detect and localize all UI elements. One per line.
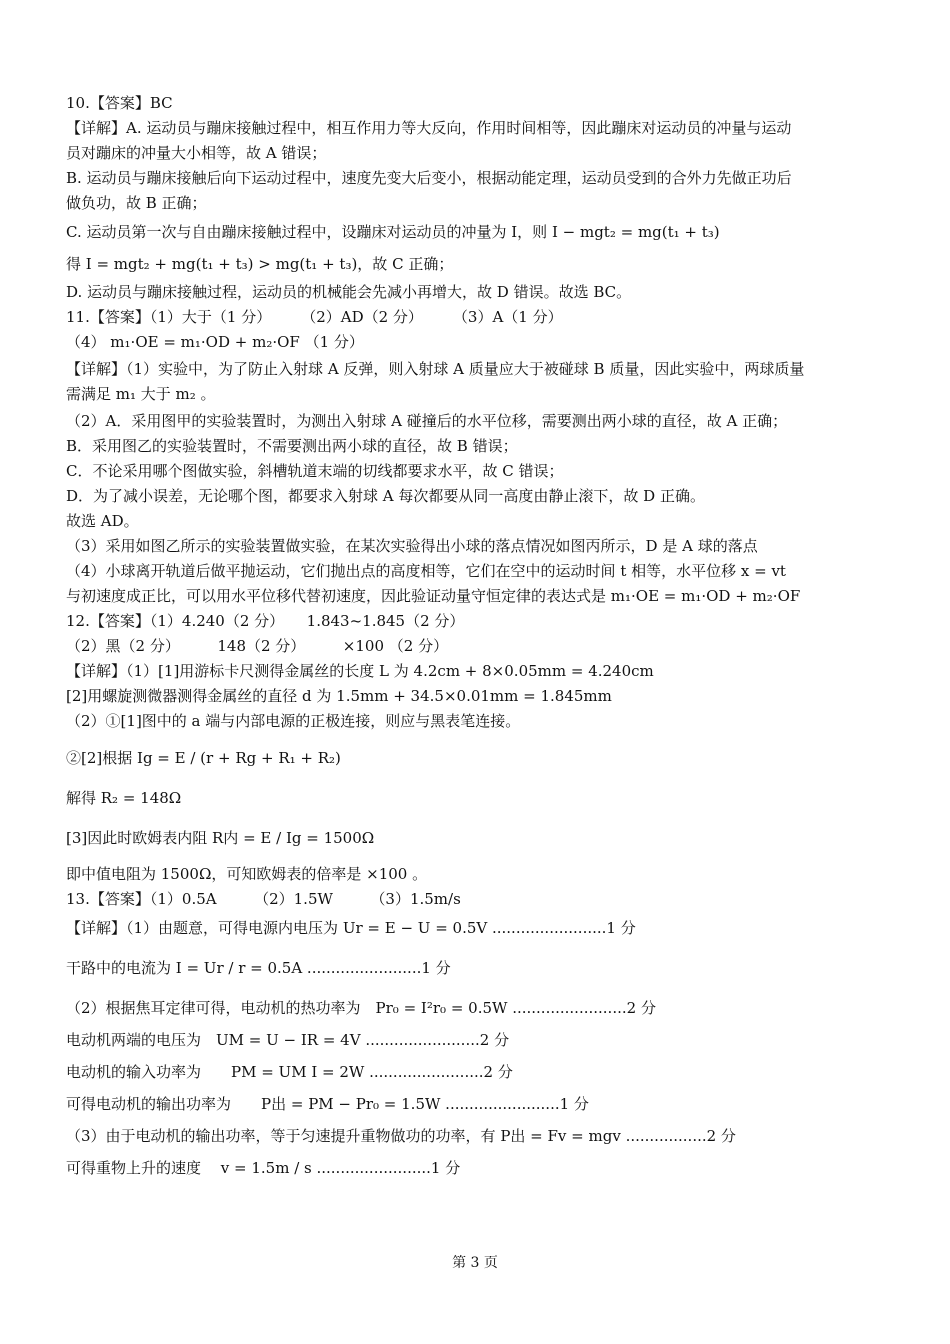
answer-11-part4: （4） m₁·OE = m₁·OD + m₂·OF （1 分） (66, 333, 364, 351)
answer-13-detail-4: 电动机两端的电压为 UM = U − IR = 4V ........................2 分 (66, 1031, 510, 1049)
answer-11-detail-4: B．采用图乙的实验装置时，不需要测出两小球的直径，故 B 错误； (66, 437, 518, 455)
answer-12-detail-4: 即中值电阻为 1500Ω，可知欧姆表的倍率是 ×100 。 (66, 865, 428, 883)
answer-13-detail-6: 可得电动机的输出功率为 P出 = PM − Pr₀ = 1.5W ........................1 分 (66, 1095, 589, 1113)
answer-11-detail-8: （3）采用如图乙所示的实验装置做实验，在某次实验得出小球的落点情况如图丙所示，D 是 A 球的落点 (66, 537, 758, 555)
answer-13-detail-2: 干路中的电流为 I = Ur / r = 0.5A ........................1 分 (66, 959, 451, 977)
answer-13-detail-7: （3）由于电动机的输出功率，等于匀速提升重物做功的功率，有 P出 = Fv = mgv .................2 分 (66, 1127, 736, 1145)
answer-12-part2: （2）黑（2 分） 148（2 分） ×100 （2 分） (66, 637, 449, 655)
answer-11-detail-3: （2）A．采用图甲的实验装置时，为测出入射球 A 碰撞后的水平位移，需要测出两小球的直径，故 A 正确； (66, 412, 788, 430)
answer-10-detail-a-1: 【详解】A. 运动员与蹦床接触过程中，相互作用力等大反向，作用时间相等，因此蹦床对运动员的冲量与运动 (66, 119, 792, 137)
answer-10-detail-b-2: 做负功，故 B 正确； (66, 194, 207, 212)
page-number: 第 3 页 (452, 1255, 498, 1271)
answer-10-detail-c-1: C. 运动员第一次与自由蹦床接触过程中，设蹦床对运动员的冲量为 I，则 I − mgt₂ = mg(t₁ + t₃) (66, 223, 720, 241)
answer-13-detail-5: 电动机的输入功率为 PM = UM I = 2W ........................2 分 (66, 1063, 513, 1081)
answer-13-detail-3: （2）根据焦耳定律可得，电动机的热功率为 Pr₀ = I²r₀ = 0.5W ........................2 分 (66, 999, 656, 1017)
answer-12-result-r2: 解得 R₂ = 148Ω (66, 789, 182, 807)
answer-12-formula-ig: ②[2]根据 Ig = E / (r + Rg + R₁ + R₂) (66, 749, 341, 767)
answer-11-detail-2: 需满足 m₁ 大于 m₂ 。 (66, 385, 216, 403)
document-body (66, 91, 886, 1184)
answer-13-detail-8: 可得重物上升的速度 v = 1.5m / s ........................1 分 (66, 1159, 461, 1177)
answer-11-detail-5: C．不论采用哪个图做实验，斜槽轨道末端的切线都要求水平，故 C 错误； (66, 462, 564, 480)
answer-12-detail-3: （2）①[1]图中的 a 端与内部电源的正极连接，则应与黑表笔连接。 (66, 712, 521, 730)
answer-11-detail-7: 故选 AD。 (66, 512, 139, 530)
answer-10-detail-c-2: 得 I = mgt₂ + mg(t₁ + t₃) > mg(t₁ + t₃)，故 C 正确； (66, 255, 454, 273)
answer-11-detail-9: （4）小球离开轨道后做平抛运动，它们抛出点的高度相等，它们在空中的运动时间 t 相等，水平位移 x = vt (66, 562, 786, 580)
answer-10-detail-d: D. 运动员与蹦床接触过程，运动员的机械能会先减小再增大，故 D 错误。故选 BC。 (66, 283, 632, 301)
answer-13-heading: 13.【答案】（1）0.5A （2）1.5W （3）1.5m/s (66, 890, 461, 908)
answer-12-detail-2: [2]用螺旋测微器测得金属丝的直径 d 为 1.5mm + 34.5×0.01mm = 1.845mm (66, 687, 612, 705)
answer-11-heading: 11.【答案】（1）大于（1 分） （2）AD（2 分） （3）A（1 分） (66, 308, 563, 326)
answer-11-detail-6: D．为了减小误差，无论哪个图，都要求入射球 A 每次都要从同一高度由静止滚下，故 D 正确。 (66, 487, 705, 505)
answer-12-heading: 12.【答案】（1）4.240（2 分） 1.843~1.845（2 分） (66, 612, 465, 630)
answer-11-detail-1: 【详解】（1）实验中，为了防止入射球 A 反弹，则入射球 A 质量应大于被碰球 B 质量，因此实验中，两球质量 (66, 360, 805, 378)
answer-10-heading: 10.【答案】BC (66, 94, 173, 112)
answer-12-detail-1: 【详解】（1）[1]用游标卡尺测得金属丝的长度 L 为 4.2cm + 8×0.05mm = 4.240cm (66, 662, 654, 680)
answer-12-formula-rin: [3]因此时欧姆表内阻 R内 = E / Ig = 1500Ω (66, 829, 375, 847)
answer-11-detail-10: 与初速度成正比，可以用水平位移代替初速度，因此验证动量守恒定律的表达式是 m₁·OE = m₁·OD + m₂·OF (66, 587, 801, 605)
answer-10-detail-b-1: B. 运动员与蹦床接触后向下运动过程中，速度先变大后变小，根据动能定理，运动员受到的合外力先做正功后 (66, 169, 792, 187)
answer-13-detail-1: 【详解】（1）由题意，可得电源内电压为 Ur = E − U = 0.5V ........................1 分 (66, 919, 636, 937)
answer-10-detail-a-2: 员对蹦床的冲量大小相等，故 A 错误； (66, 144, 327, 162)
